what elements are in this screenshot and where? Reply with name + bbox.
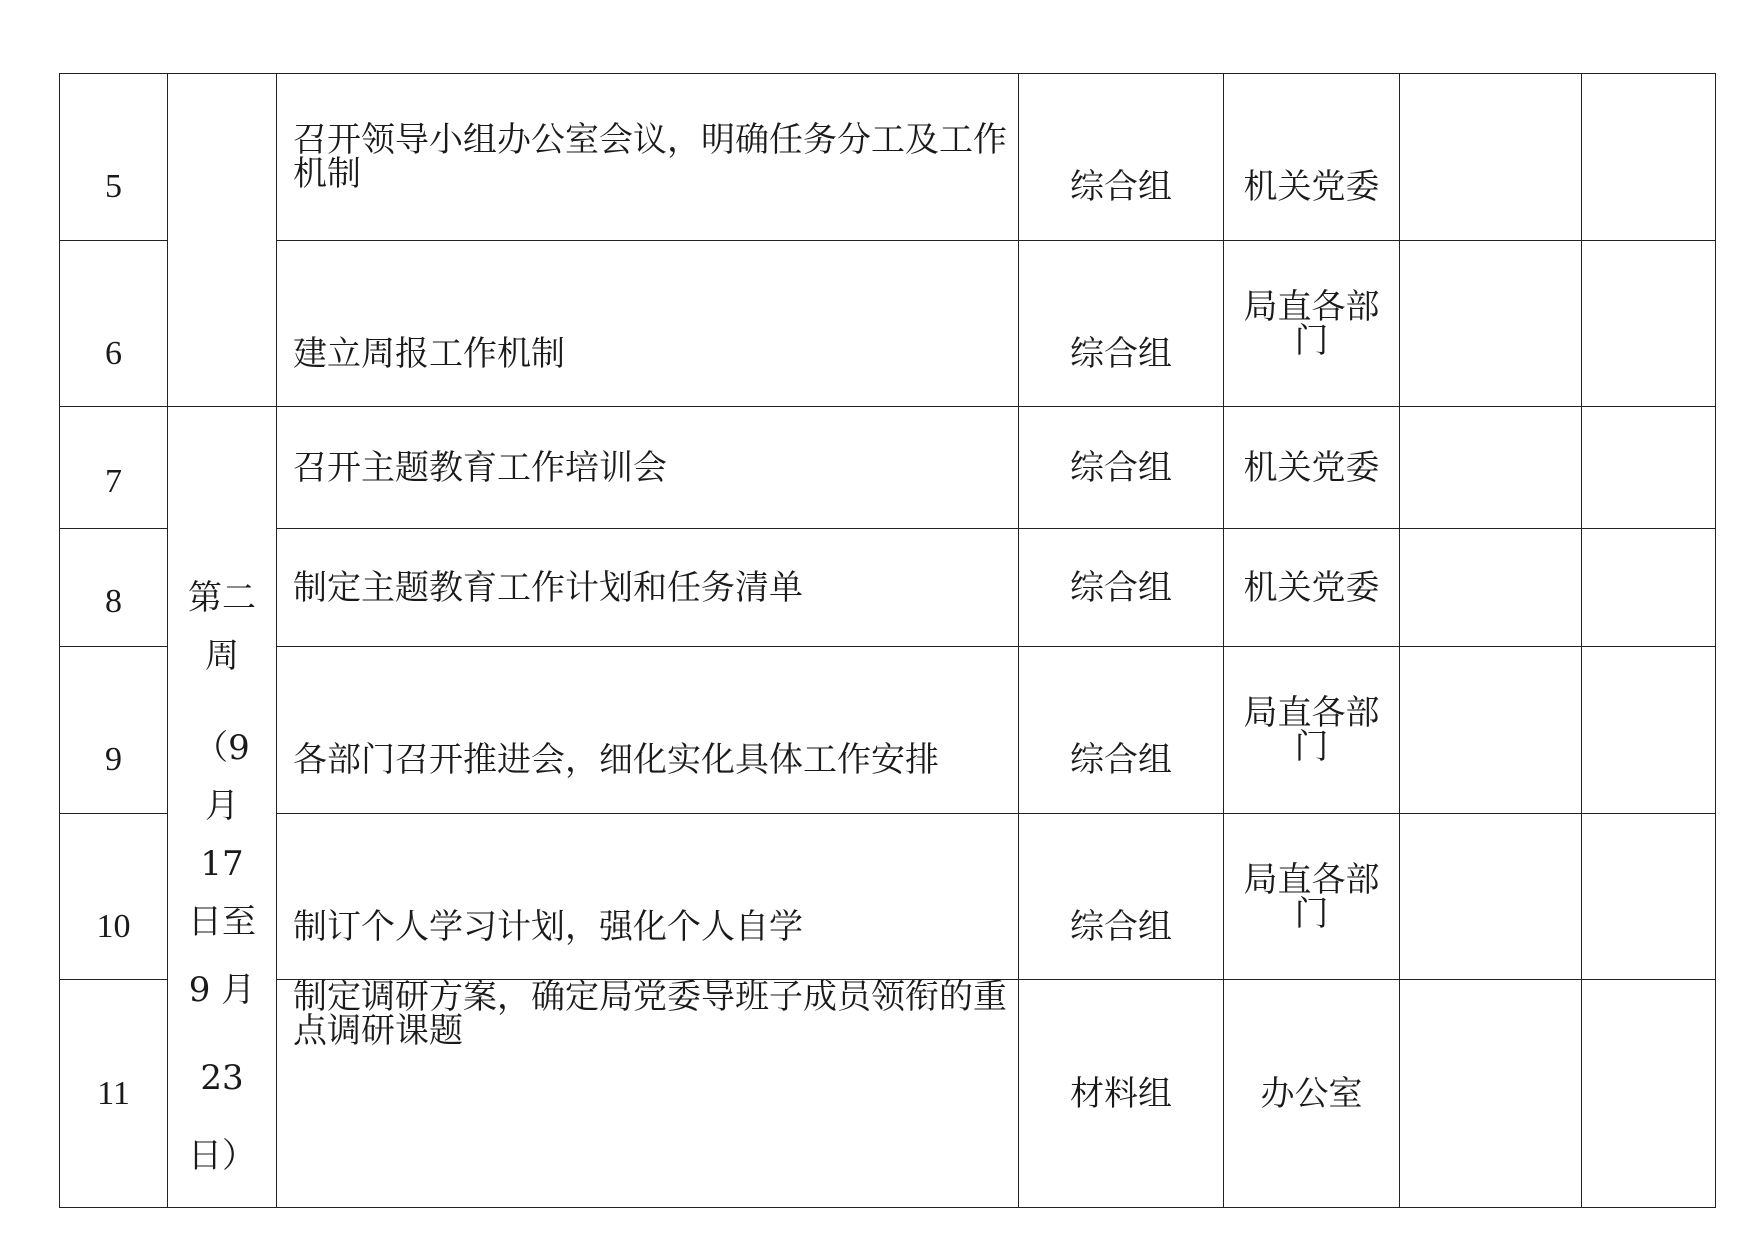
empty-cell: [1582, 814, 1716, 980]
group-cell: 材料组: [1019, 980, 1224, 1208]
task-cell: [277, 241, 1019, 407]
empty-cell: [1400, 814, 1582, 980]
task-line: 各部门召开推进会，细化实化具体工作安排: [293, 740, 939, 780]
group-cell: 综合组: [1019, 407, 1224, 529]
dept-cell: [1224, 241, 1400, 407]
dept-cell: [1224, 74, 1400, 241]
task-cell: [277, 529, 1019, 647]
task-line: 点调研课题: [293, 1011, 463, 1051]
task-line: 召开领导小组办公室会议，明确任务分工及工作: [293, 120, 1007, 160]
task-cell: [277, 814, 1019, 980]
week-label: [168, 429, 276, 1185]
week-line: 周: [205, 636, 239, 676]
dept-line: 门: [1294, 893, 1329, 934]
task-cell: [277, 977, 1019, 1208]
week-line: 17: [200, 844, 244, 884]
task-line: 机制: [293, 154, 361, 194]
empty-cell: [1400, 647, 1582, 814]
table-row: [60, 647, 1716, 814]
task-cell: [277, 407, 1019, 529]
row-number: 9: [60, 647, 168, 814]
dept-cell: [1224, 980, 1400, 1208]
table-row: [60, 814, 1716, 980]
empty-cell: [1582, 74, 1716, 241]
empty-cell: [1582, 647, 1716, 814]
table-row: [60, 980, 1716, 1208]
group-cell: 综合组: [1019, 529, 1224, 647]
table-row: [60, 407, 1716, 529]
empty-cell: [1582, 407, 1716, 529]
dept-line: 局直各部: [1243, 859, 1380, 900]
dept-cell: [1224, 529, 1400, 647]
empty-cell: [1400, 407, 1582, 529]
schedule-table: [59, 73, 1716, 1208]
dept-line: 局直各部: [1243, 693, 1380, 733]
group-cell: 综合组: [1019, 74, 1224, 241]
week-cell-empty: [168, 74, 277, 407]
group-cell: 综合组: [1019, 241, 1224, 407]
empty-cell: [1582, 241, 1716, 407]
empty-cell: [1400, 980, 1582, 1208]
dept-line: 机关党委: [1243, 447, 1380, 488]
empty-cell: [1400, 74, 1582, 241]
week-line: 日）: [188, 1136, 256, 1176]
task-cell: [277, 647, 1019, 814]
row-number: 11: [60, 980, 168, 1208]
task-cell: [277, 74, 1019, 241]
row-number: 7: [60, 407, 168, 529]
empty-cell: [1400, 241, 1582, 407]
dept-line: 办公室: [1260, 1073, 1363, 1114]
dept-cell: [1224, 647, 1400, 814]
empty-cell: [1582, 529, 1716, 647]
dept-line: 门: [1294, 727, 1329, 767]
table-row: [60, 529, 1716, 647]
row-number: 6: [60, 241, 168, 407]
empty-cell: [1582, 980, 1716, 1208]
week-line: （9: [194, 728, 250, 768]
week-line: 第二: [188, 578, 256, 618]
task-line: 建立周报工作机制: [293, 333, 565, 374]
task-line: 召开主题教育工作培训会: [293, 447, 667, 488]
dept-line: 机关党委: [1243, 567, 1380, 608]
row-number: 5: [60, 74, 168, 241]
dept-line: 局直各部: [1243, 286, 1380, 327]
dept-line: 门: [1294, 320, 1329, 361]
task-line: 制订个人学习计划，强化个人自学: [293, 906, 803, 947]
table-row: [60, 74, 1716, 241]
row-number: 8: [60, 529, 168, 647]
group-cell: 综合组: [1019, 814, 1224, 980]
group-cell: 综合组: [1019, 647, 1224, 814]
dept-cell: [1224, 407, 1400, 529]
dept-cell: [1224, 814, 1400, 980]
week-cell: [168, 407, 277, 1208]
dept-line: 机关党委: [1243, 167, 1380, 207]
week-line: 9 月: [188, 970, 256, 1010]
week-line: 23: [200, 1058, 244, 1098]
week-line: 日至: [188, 902, 256, 942]
task-line: 制定调研方案，确定局党委导班子成员领衔的重: [293, 977, 1007, 1017]
week-line: 月: [205, 786, 239, 826]
table-row: [60, 241, 1716, 407]
task-line: 制定主题教育工作计划和任务清单: [293, 567, 803, 608]
row-number: 10: [60, 814, 168, 980]
empty-cell: [1400, 529, 1582, 647]
